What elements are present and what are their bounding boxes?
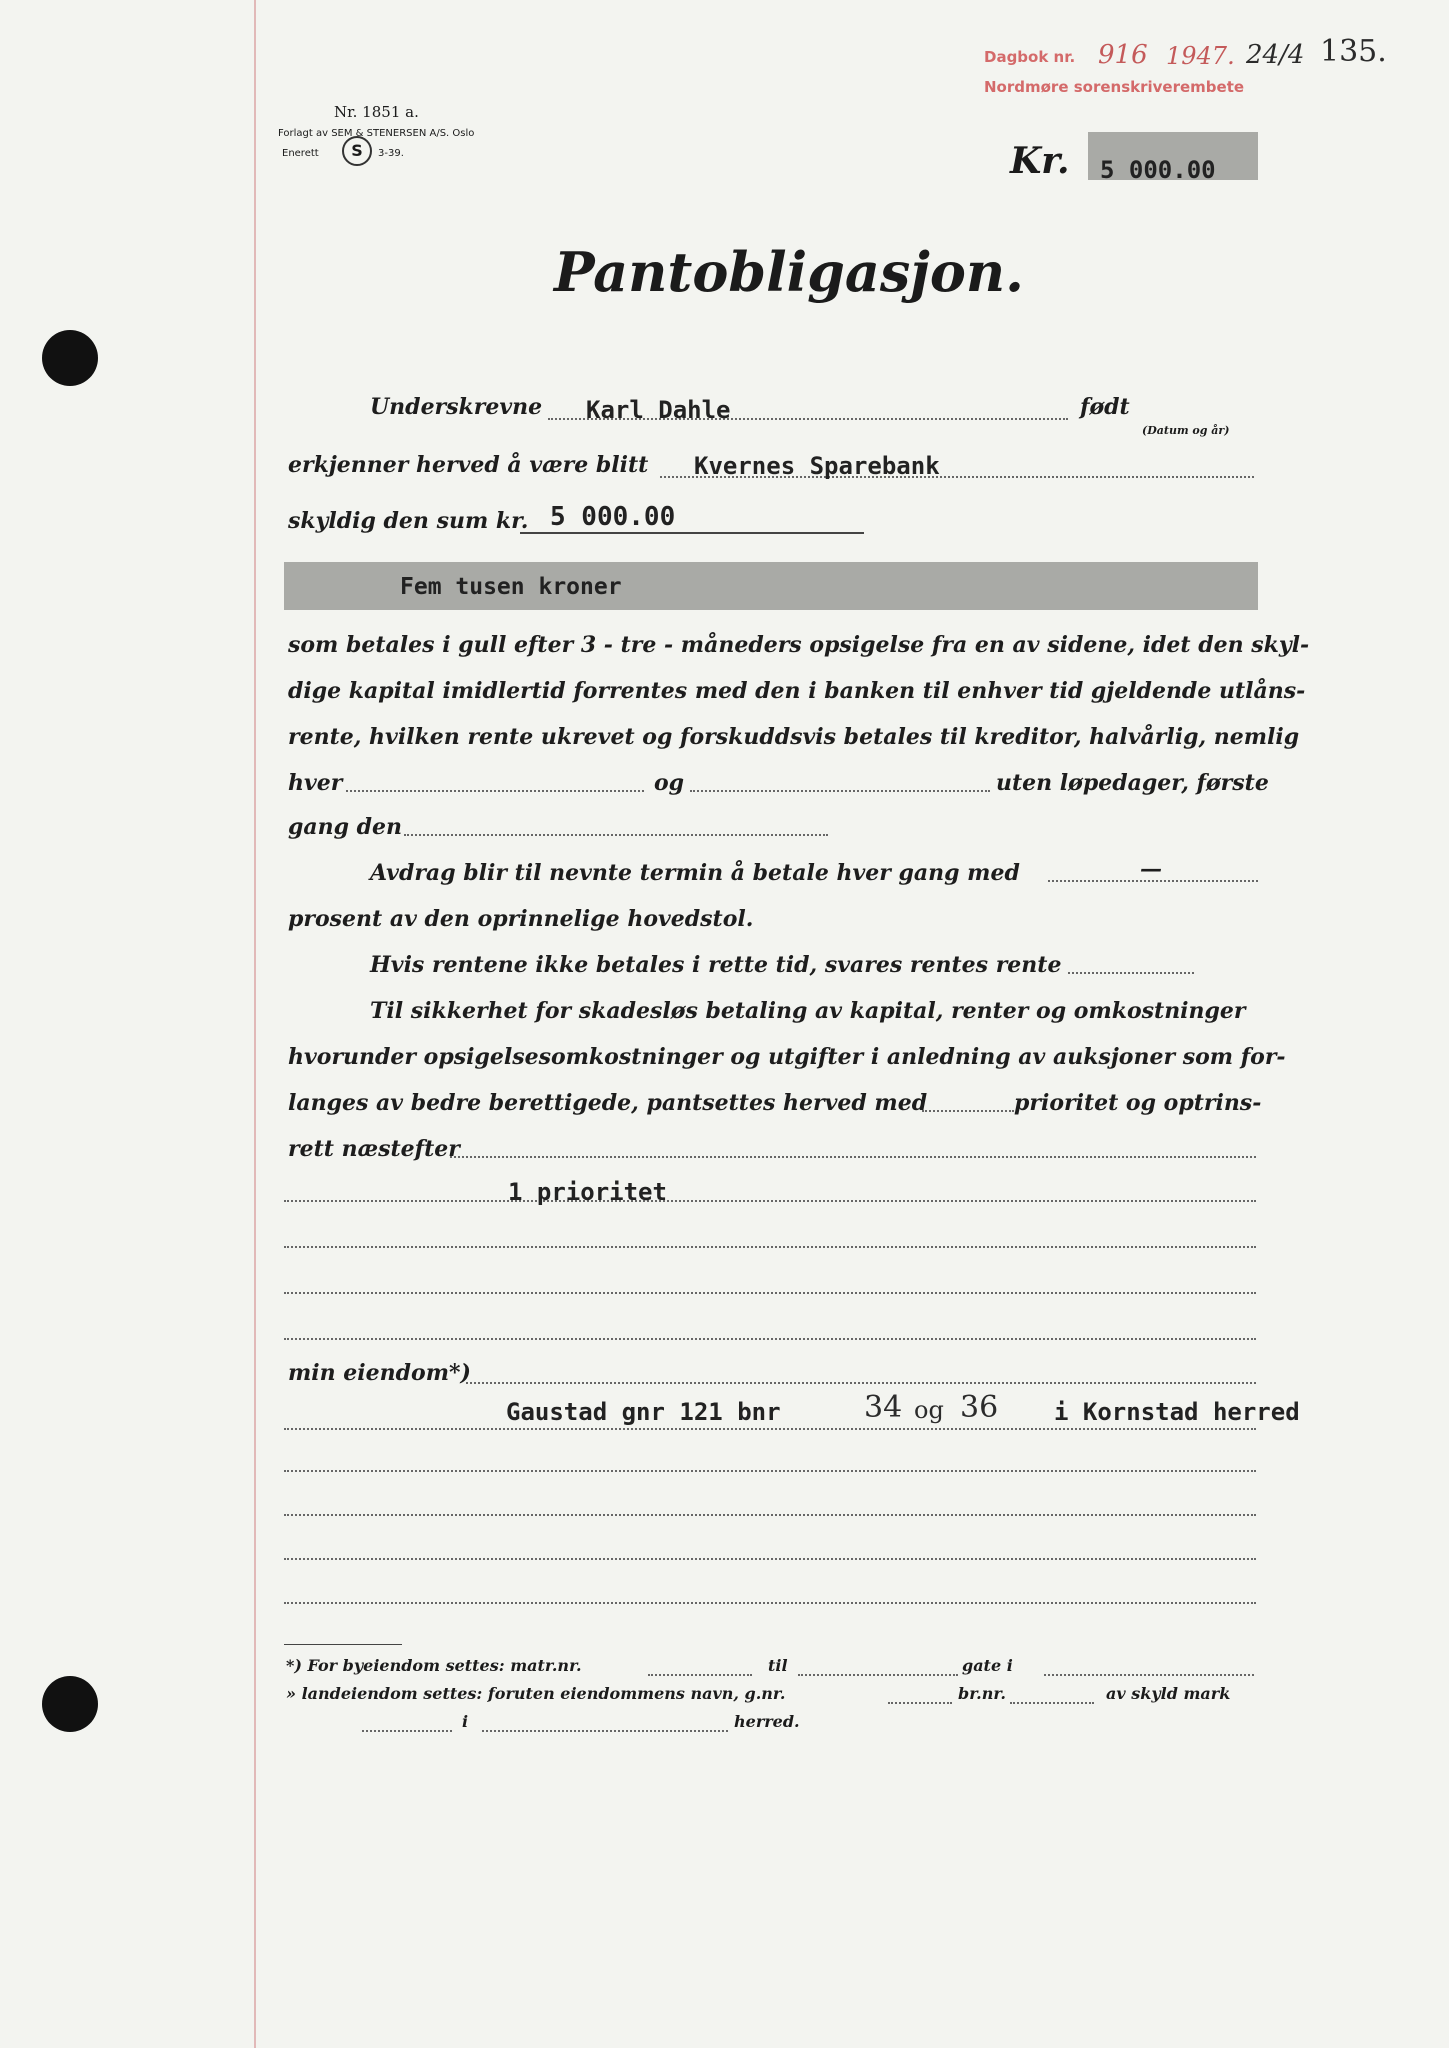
document-title: Pantobligasjon. — [554, 240, 1024, 304]
blank-line-7 — [284, 1602, 1256, 1604]
p1-line4-dots1 — [346, 790, 644, 792]
p4-line1: Til sikkerhet for skadesløs betaling av kapital, renter og omkostninger — [370, 998, 1246, 1024]
amount-value: 5 000.00 — [1100, 156, 1216, 184]
footnote-l1c: gate i — [962, 1656, 1013, 1675]
kr-label: Kr. — [1010, 140, 1070, 182]
form-number: Nr. 1851 a. — [334, 103, 419, 121]
footnote-l2-dots2 — [1010, 1702, 1094, 1704]
p4-line3-dots — [922, 1110, 1014, 1112]
blank-line-3 — [284, 1338, 1256, 1340]
creditor-value: Kvernes Sparebank — [694, 452, 940, 480]
priority-line — [284, 1200, 1256, 1202]
p1-line4a: hver — [288, 770, 343, 796]
undersigned-value: Karl Dahle — [586, 396, 731, 424]
property-36: 36 — [960, 1390, 999, 1425]
blank-line-1 — [284, 1246, 1256, 1248]
margin-line — [254, 0, 256, 2048]
owe-value: 5 000.00 — [550, 502, 676, 532]
property-value: Gaustad gnr 121 bnr — [506, 1398, 781, 1426]
blank-line-5 — [284, 1514, 1256, 1516]
property-line — [284, 1428, 1256, 1430]
p3-line: Hvis rentene ikke betales i rette tid, svares rentes rente — [370, 952, 1062, 978]
footnote-l2a: » landeiendom settes: foruten eiendommens navn, g.nr. — [286, 1684, 786, 1703]
footnote-l3-dots2 — [482, 1730, 728, 1732]
p1-line2: dige kapital imidlertid forrentes med den i banken til enhver tid gjeldende utlåns- — [288, 678, 1306, 704]
publisher-date: 3-39. — [378, 148, 404, 159]
p1-line3: rente, hvilken rente ukrevet og forskuddsvis betales til kreditor, halvårlig, nemlig — [288, 724, 1300, 750]
p2-line1: Avdrag blir til nevnte termin å betale hver gang med — [370, 860, 1020, 886]
p1-line1: som betales i gull efter 3 - tre - måneders opsigelse fra en av sidene, idet den skyl- — [288, 632, 1310, 658]
owe-line — [520, 532, 864, 534]
publisher-rights: Enerett — [282, 148, 319, 159]
p4-line4: rett næstefter — [288, 1136, 460, 1162]
property-og: og — [914, 1396, 944, 1424]
footnote-rule — [284, 1644, 402, 1645]
p1-line4-dots2 — [690, 790, 990, 792]
amount-words: Fem tusen kroner — [400, 574, 622, 600]
punch-hole-top — [42, 330, 98, 386]
p2-line2: prosent av den oprinnelige hovedstol. — [288, 906, 754, 932]
born-hint: (Datum og år) — [1142, 424, 1230, 437]
property-label-dots — [466, 1382, 1256, 1384]
blank-line-4 — [284, 1470, 1256, 1472]
page-number: 135. — [1320, 34, 1387, 69]
footnote-l1-dots2 — [798, 1674, 958, 1676]
punch-hole-bottom — [42, 1676, 98, 1732]
p4-line3b: prioritet og optrins- — [1014, 1090, 1262, 1116]
footnote-l2c: av skyld mark — [1106, 1684, 1231, 1703]
footnote-l1b: til — [768, 1656, 788, 1675]
p4-line3a: langes av bedre berettigede, pantsettes herved med — [288, 1090, 928, 1116]
p1-line5: gang den — [288, 814, 403, 840]
footnote-l1a: *) For byeiendom settes: matr.nr. — [286, 1656, 582, 1675]
footnote-l2b: br.nr. — [958, 1684, 1006, 1703]
publisher-logo: S — [342, 136, 372, 166]
p1-line5-dots — [404, 834, 828, 836]
property-label: min eiendom*) — [288, 1360, 471, 1386]
acknowledge-label: erkjenner herved å være blitt — [288, 452, 649, 478]
footnote-l1-dots3 — [1044, 1674, 1254, 1676]
footnote-l2-dots1 — [888, 1702, 952, 1704]
property-place: i Kornstad herred — [1054, 1398, 1300, 1426]
blank-line-2 — [284, 1292, 1256, 1294]
owe-label: skyldig den sum kr. — [288, 508, 529, 534]
footnote-l3-dots1 — [362, 1730, 452, 1732]
p1-line4b: og — [654, 770, 685, 796]
p4-line2: hvorunder opsigelsesomkostninger og utgifter i anledning av auksjoner som for- — [288, 1044, 1286, 1070]
p4-line4-dots — [450, 1156, 1256, 1158]
born-label: født — [1080, 394, 1130, 420]
p1-line4c: uten løpedager, første — [996, 770, 1269, 796]
footnote-l1-dots1 — [648, 1674, 752, 1676]
publisher-line: Forlagt av SEM & STENERSEN A/S. Oslo — [278, 128, 475, 139]
footnote-l3a: i — [462, 1712, 469, 1731]
diary-date: 24/4 — [1246, 40, 1305, 70]
stamp-office: Nordmøre sorenskriverembete — [984, 78, 1245, 96]
stamp-diary: Dagbok nr. — [984, 48, 1076, 66]
property-bnr: 34 — [864, 1390, 903, 1425]
p3-dots — [1068, 972, 1194, 974]
diary-year: 1947. — [1166, 42, 1235, 70]
blank-line-6 — [284, 1558, 1256, 1560]
undersigned-label: Underskrevne — [370, 394, 543, 420]
diary-number: 916 — [1098, 40, 1148, 70]
p2-dash: — — [1140, 856, 1162, 882]
footnote-l3b: herred. — [734, 1712, 800, 1731]
priority-value: 1 prioritet — [508, 1178, 667, 1206]
